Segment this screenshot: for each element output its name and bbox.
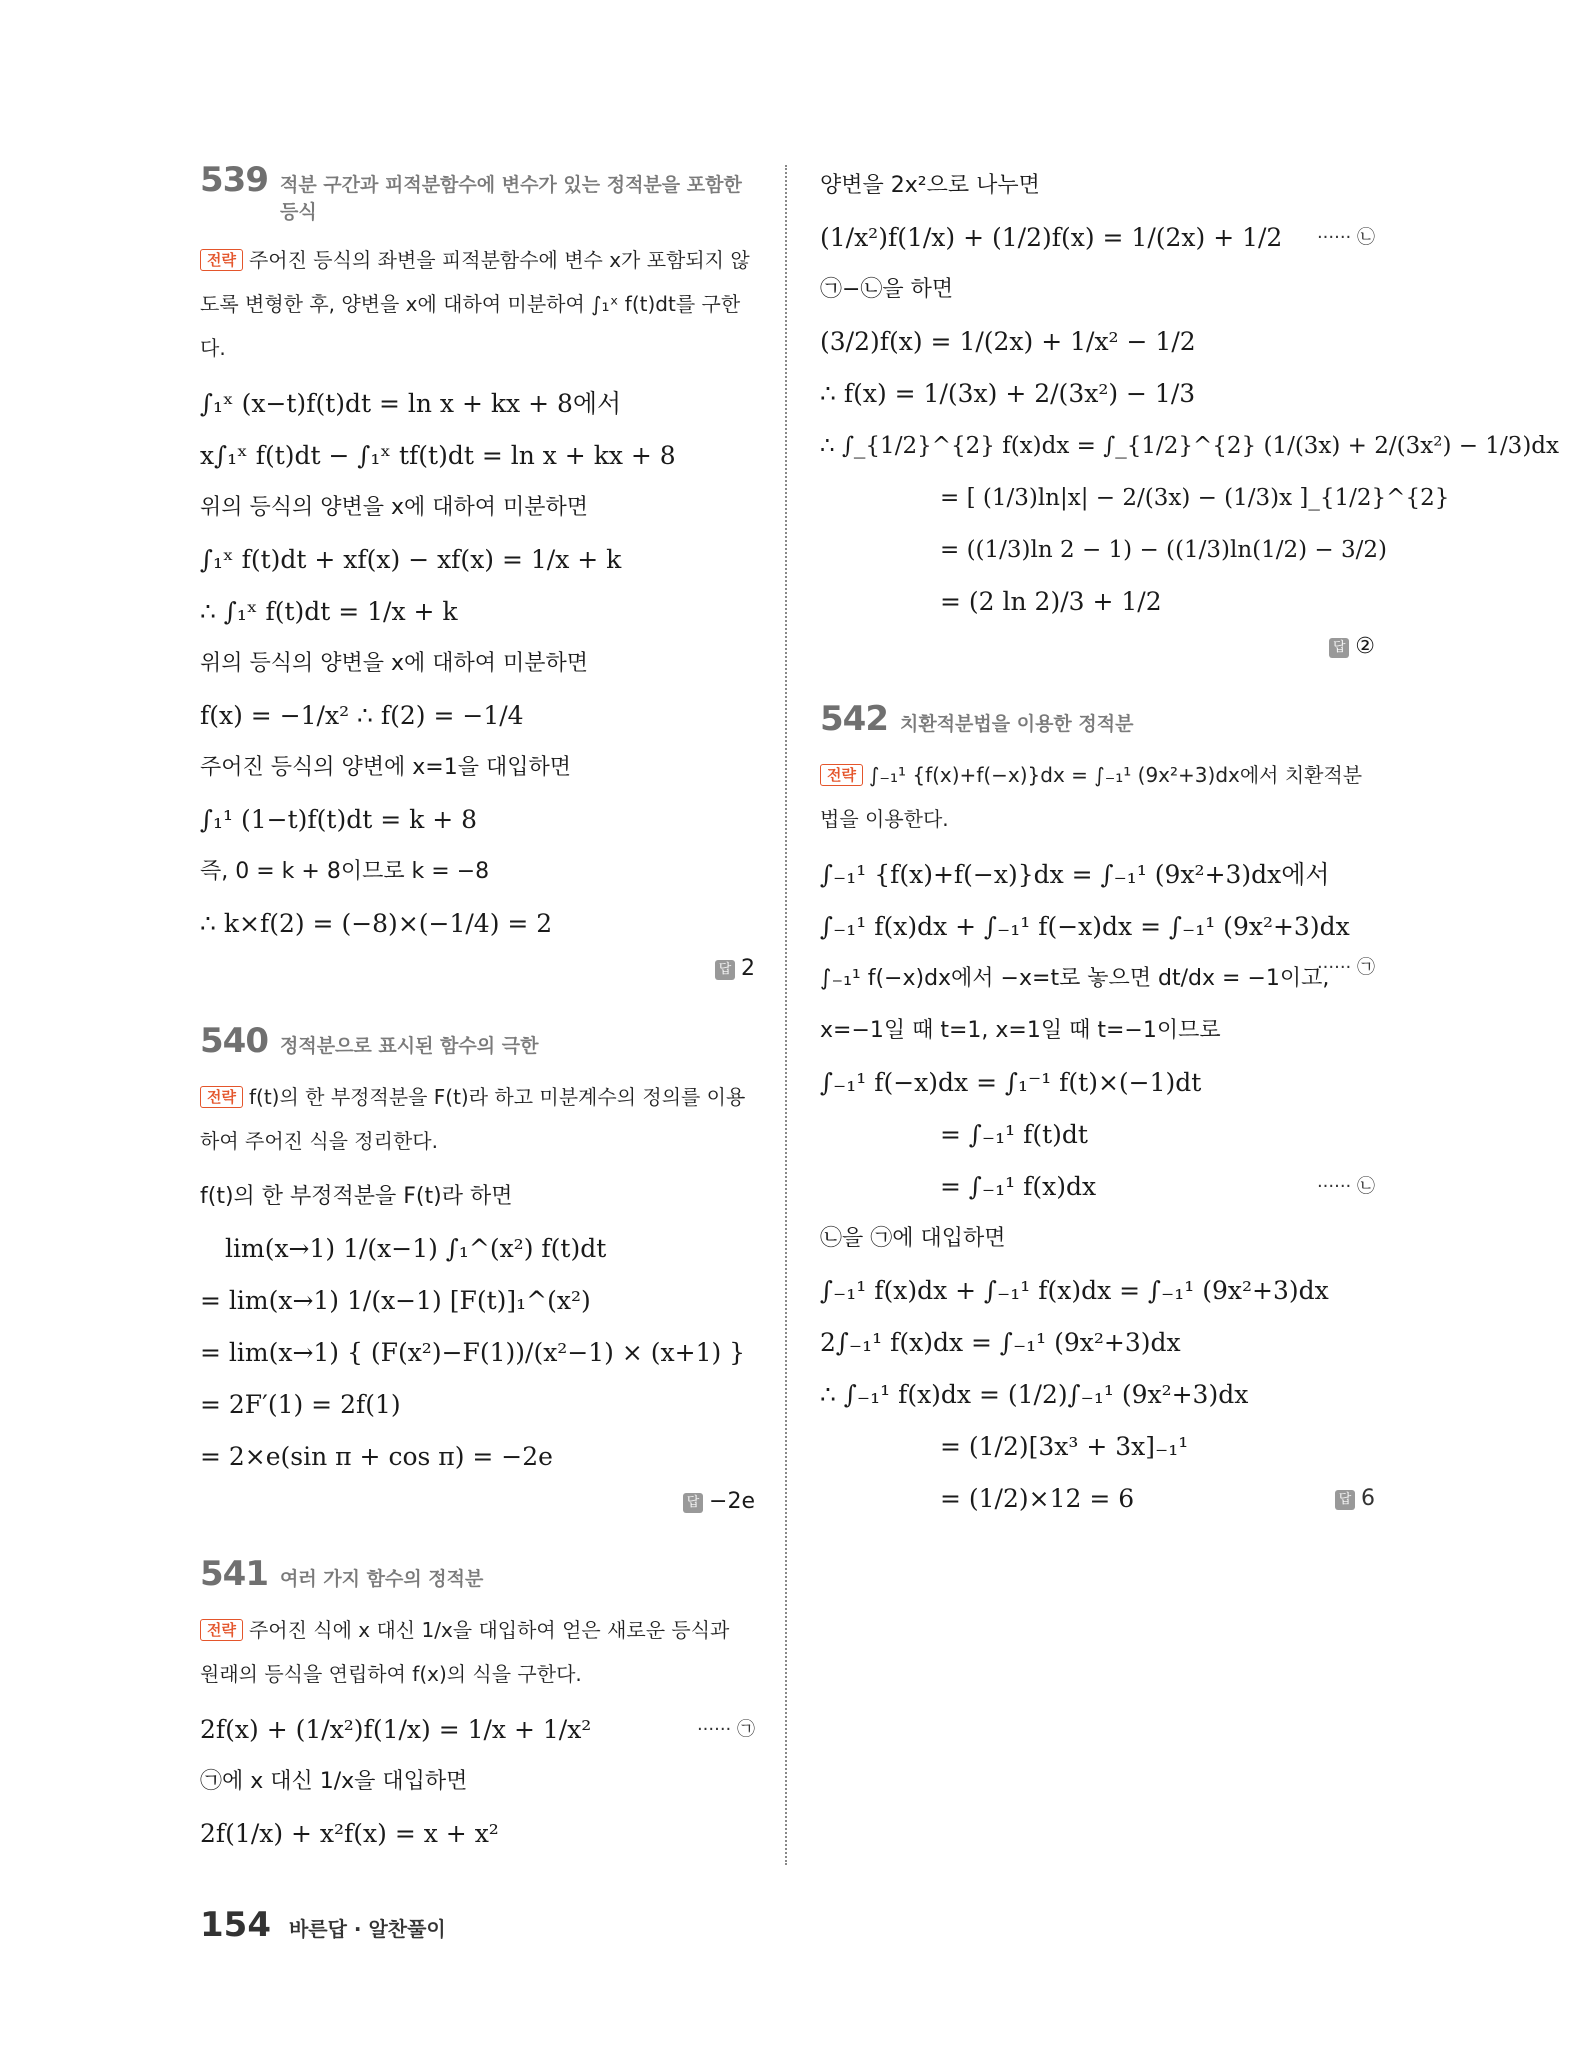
answer-value: −2e [709, 1489, 755, 1514]
equation: = (1/2)×12 = 6 [940, 1484, 1135, 1513]
solution-line: 2f(1/x) + x²f(x) = x + x² [200, 1819, 499, 1848]
answer-value: 2 [741, 956, 755, 981]
strategy-badge: 전략 [200, 1619, 243, 1641]
solution-line: 즉, 0 = k + 8이므로 k = −8 [200, 859, 490, 884]
solution-line: ∴ f(x) = 1/(3x) + 2/(3x²) − 1/3 [820, 379, 1196, 408]
answer-value: 6 [1361, 1486, 1375, 1511]
problem-header [200, 1021, 755, 1061]
answer [200, 956, 755, 981]
solution-line: f(t)의 한 부정적분을 F(t)라 하면 [200, 1184, 513, 1209]
solution-line: 위의 등식의 양변을 x에 대하여 미분하면 [200, 651, 589, 676]
solution-line: lim(x→1) 1/(x−1) ∫₁^(x²) f(t)dt [225, 1234, 607, 1263]
equation: = ∫₋₁¹ f(x)dx [940, 1172, 1097, 1201]
problem-title: 정적분으로 표시된 함수의 극한 [279, 1035, 539, 1057]
solution-line: f(x) = −1/x² ∴ f(2) = −1/4 [200, 701, 524, 730]
solution-line: 주어진 등식의 양변에 x=1을 대입하면 [200, 755, 571, 780]
equation: 2f(x) + (1/x²)f(1/x) = 1/x + 1/x² [200, 1715, 592, 1744]
answer-icon: 답 [1329, 638, 1349, 658]
solution-line: ㉡을 ㉠에 대입하면 [820, 1226, 1006, 1251]
solution-line: ∫₋₁¹ f(−x)dx에서 −x=t로 놓으면 dt/dx = −1이고, [820, 966, 1330, 991]
solution-line: (3/2)f(x) = 1/(2x) + 1/x² − 1/2 [820, 327, 1196, 356]
problem-541-continued [820, 160, 1559, 659]
solution-line: x∫₁ˣ f(t)dt − ∫₁ˣ tf(t)dt = ln x + kx + 8 [200, 441, 676, 470]
solution-line: ∴ ∫₁ˣ f(t)dt = 1/x + k [200, 597, 458, 626]
problem-number: 540 [200, 1021, 268, 1061]
problem-header [200, 160, 755, 224]
problem-542 [820, 699, 1375, 1525]
strategy-text: ∫₋₁¹ {f(x)+f(−x)}dx = ∫₋₁¹ (9x²+3)dx에서 치환적분법을 이용한다. [820, 763, 1363, 831]
solution-line: ∫₋₁¹ f(x)dx + ∫₋₁¹ f(−x)dx = ∫₋₁¹ (9x²+3)dx [820, 912, 1350, 941]
solution-line: = (2 ln 2)/3 + 1/2 [940, 587, 1162, 616]
solution-line: ∫₋₁¹ {f(x)+f(−x)}dx = ∫₋₁¹ (9x²+3)dx에서 [820, 860, 1330, 889]
solution-line: x=−1일 때 t=1, x=1일 때 t=−1이므로 [820, 1018, 1221, 1043]
strategy [820, 753, 1375, 841]
problem-number: 542 [820, 699, 888, 739]
solution-line: = 2×e(sin π + cos π) = −2e [200, 1442, 553, 1471]
solution-line: ∫₁¹ (1−t)f(t)dt = k + 8 [200, 805, 478, 834]
solution-line: = (1/2)[3x³ + 3x]₋₁¹ [940, 1432, 1189, 1461]
column-divider [785, 165, 787, 1865]
solution-line [820, 1473, 1375, 1525]
solution-line: = 2F′(1) = 2f(1) [200, 1390, 401, 1419]
strategy-badge: 전략 [200, 249, 243, 271]
book-title: 바른답 · 알찬풀이 [288, 1917, 446, 1941]
equation-tag: ······ ㉠ [696, 1719, 755, 1740]
solution-line: 양변을 2x²으로 나누면 [820, 173, 1040, 198]
equation-tag: ······ ㉡ [1316, 227, 1375, 248]
solution-line: ∴ ∫₋₁¹ f(x)dx = (1/2)∫₋₁¹ (9x²+3)dx [820, 1380, 1249, 1409]
solution-line: = ((1/3)ln 2 − 1) − ((1/3)ln(1/2) − 3/2) [940, 537, 1387, 563]
problem-539 [200, 160, 755, 981]
answer [1335, 1473, 1375, 1525]
problem-541 [200, 1554, 755, 1860]
strategy [200, 238, 755, 370]
strategy-badge: 전략 [200, 1086, 243, 1108]
solution-line: 2∫₋₁¹ f(x)dx = ∫₋₁¹ (9x²+3)dx [820, 1328, 1181, 1357]
problem-number: 541 [200, 1554, 268, 1594]
solution-line [820, 1161, 1375, 1213]
problem-header [200, 1554, 755, 1594]
strategy-badge: 전략 [820, 764, 863, 786]
answer-icon: 답 [715, 960, 735, 980]
answer-icon: 답 [1335, 1490, 1355, 1510]
solution-line: = lim(x→1) { (F(x²)−F(1))/(x²−1) × (x+1) } [200, 1338, 746, 1367]
page-footer [200, 1905, 446, 1945]
right-column [820, 160, 1559, 1525]
strategy [200, 1075, 755, 1163]
solution-line: ㉠에 x 대신 1/x을 대입하면 [200, 1769, 468, 1794]
equation-tag: ······ ㉡ [1316, 1176, 1375, 1197]
problem-title: 여러 가지 함수의 정적분 [279, 1568, 484, 1590]
problem-number: 539 [200, 160, 268, 200]
page-number: 154 [200, 1905, 271, 1945]
equation-tag: ······ ㉠ [1316, 957, 1375, 978]
solution-line: ∴ k×f(2) = (−8)×(−1/4) = 2 [200, 909, 553, 938]
left-column [200, 160, 755, 1860]
answer [200, 1489, 755, 1514]
solution-line: ∫₋₁¹ f(x)dx + ∫₋₁¹ f(x)dx = ∫₋₁¹ (9x²+3)dx [820, 1276, 1329, 1305]
problem-header [820, 699, 1375, 739]
strategy [200, 1608, 755, 1696]
problem-540 [200, 1021, 755, 1514]
problem-title: 치환적분법을 이용한 정적분 [899, 713, 1134, 735]
problem-title: 적분 구간과 피적분함수에 변수가 있는 정적분을 포함한 등식 [279, 174, 742, 223]
solution-line: ㉠−㉡을 하면 [820, 277, 954, 302]
strategy-text: f(t)의 한 부정적분을 F(t)라 하고 미분계수의 정의를 이용하여 주어진 식을 정리한다. [200, 1085, 746, 1153]
solution-line: = ∫₋₁¹ f(t)dt [940, 1120, 1088, 1149]
strategy-text: 주어진 식에 x 대신 1/x을 대입하여 얻은 새로운 등식과 원래의 등식을 연립하여 f(x)의 식을 구한다. [200, 1618, 730, 1686]
solution-line: ∫₁ˣ f(t)dt + xf(x) − xf(x) = 1/x + k [200, 545, 622, 574]
solution-line [820, 212, 1375, 264]
solution-line: ∫₁ˣ (x−t)f(t)dt = ln x + kx + 8에서 [200, 389, 622, 418]
strategy-text: 주어진 등식의 좌변을 피적분함수에 변수 x가 포함되지 않도록 변형한 후, 양변을 x에 대하여 미분하여 ∫₁ˣ f(t)dt를 구한다. [200, 248, 750, 360]
solution-line [200, 1704, 755, 1756]
solution-line: = [ (1/3)ln|x| − 2/(3x) − (1/3)x ]_{1/2}^{2} [940, 485, 1450, 511]
answer-icon: 답 [683, 1493, 703, 1513]
solution-line: 위의 등식의 양변을 x에 대하여 미분하면 [200, 495, 589, 520]
answer [820, 634, 1375, 659]
solution-line: ∫₋₁¹ f(−x)dx = ∫₁⁻¹ f(t)×(−1)dt [820, 1068, 1202, 1097]
solution-line: = lim(x→1) 1/(x−1) [F(t)]₁^(x²) [200, 1286, 591, 1315]
solution-line: ∴ ∫_{1/2}^{2} f(x)dx = ∫_{1/2}^{2} (1/(3x) + 2/(3x²) − 1/3)dx [820, 433, 1559, 459]
answer-value: ② [1355, 634, 1375, 659]
equation: (1/x²)f(1/x) + (1/2)f(x) = 1/(2x) + 1/2 [820, 223, 1283, 252]
